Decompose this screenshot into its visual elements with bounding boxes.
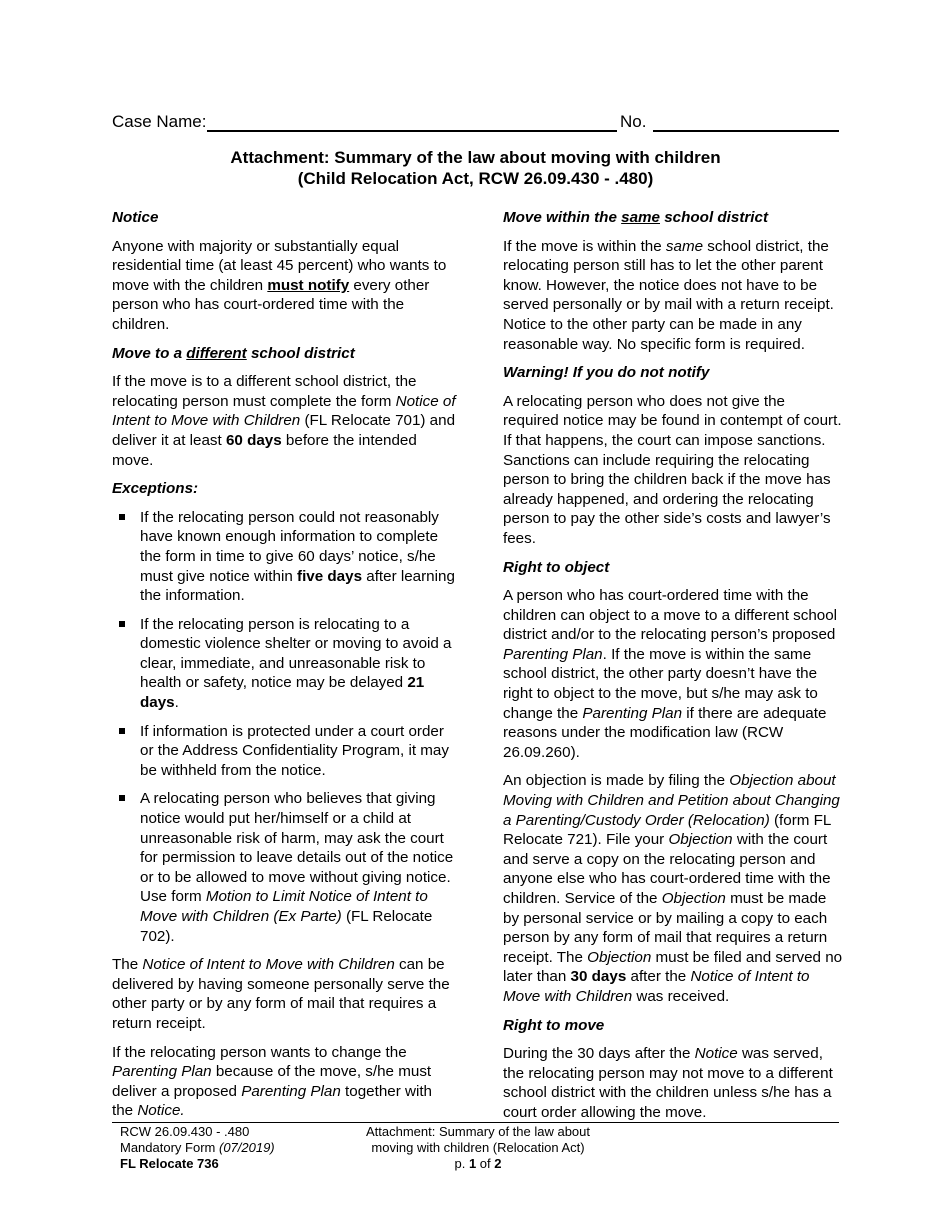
footer-form-id: FL Relocate 736 bbox=[120, 1156, 219, 1171]
bullet-square-icon bbox=[119, 728, 125, 734]
warning-heading: Warning! If you do not notify bbox=[503, 364, 710, 382]
right-column bbox=[503, 208, 843, 1132]
same-district-heading: Move within the same school district bbox=[503, 209, 769, 226]
different-district-paragraph: If the move is to a different school district, the relocating person must complete the form Notice of Intent to Move with Children (FL Relocate 701) and deliver it at least 60 days before the intended move. bbox=[112, 373, 456, 469]
page-title bbox=[112, 147, 839, 189]
case-name-label: Case Name: bbox=[112, 112, 207, 131]
page-number: p. 1 of 2 bbox=[454, 1156, 502, 1171]
delivery-paragraph: The Notice of Intent to Move with Children can be delivered by having someone personally serve the other party or by any form of mail that requires a return receipt. bbox=[112, 956, 450, 1032]
different-district-heading: Move to a different school district bbox=[112, 344, 355, 362]
case-number-label: No. bbox=[620, 112, 647, 131]
list-item: If the relocating person could not reasonably have known enough information to complete the form in time to give 60 days’ notice, s/he must give notice within five days after learning the information. bbox=[112, 508, 457, 606]
same-district-paragraph: If the move is within the same school district, the relocating person still has to let the other parent know. However, the notice does not have to be served personally or by mail with a return receipt. Notice to the other party can be made in any reasonable way. No specific form is required. bbox=[503, 237, 834, 353]
list-item: A relocating person who believes that giving notice would put her/himself or a child at unreasonable risk of harm, may ask the court for permission to leave details out of the notice or to be allowed to move without giving notice. Use form Motion to Limit Notice of Intent to Move with Children (Ex Parte) (FL Relocate 702). bbox=[112, 789, 457, 946]
footer-divider bbox=[112, 1122, 839, 1123]
list-item: If the relocating person is relocating to a domestic violence shelter or moving to avoid a clear, immediate, and unreasonable risk to health or safety, notice may be delayed 21 days. bbox=[112, 615, 457, 713]
bullet-square-icon bbox=[119, 514, 125, 520]
footer-form-status: Mandatory Form (07/2019) bbox=[120, 1140, 275, 1155]
right-to-object-heading: Right to object bbox=[503, 558, 610, 576]
title-line-2: (Child Relocation Act, RCW 26.09.430 - .480) bbox=[297, 169, 654, 188]
footer-title bbox=[320, 1124, 636, 1172]
object-paragraph-1: A person who has court-ordered time with the children can object to a move to a different school district and/or to the relocating person’s proposed Parenting Plan. If the move is within the same school district, the other party doesn’t have the right to object to the move, but s/he may ask to change the Parenting Plan if there are adequate reasons under the modification law (RCW 26.09.260). bbox=[503, 587, 838, 761]
left-column bbox=[112, 208, 457, 1130]
case-name-field[interactable] bbox=[207, 130, 617, 132]
warning-paragraph: A relocating person who does not give the required notice may be found in contempt of court. If that happens, the court can impose sanctions. Sanctions can include requiring the relocating person to bring the children back if the move has already happened, and ordering the relocating person to pay the other side’s costs and lawyer’s fees. bbox=[503, 392, 842, 547]
object-paragraph-2: An objection is made by filing the Objection about Moving with Children and Petition about Changing a Parenting/Custody Order (Relocation) (form FL Relocate 721). File your Objection with the court and serve a copy on the relocating person and anyone else who has court-ordered time with the children. Service of the Objection must be made by personal service or by mailing a copy to each person by any form of mail that requires a return receipt. The Objection must be filed and served no later than 30 days after the Notice of Intent to Move with Children was received. bbox=[503, 772, 843, 1005]
bullet-square-icon bbox=[119, 621, 125, 627]
case-header bbox=[112, 110, 839, 136]
move-paragraph: During the 30 days after the Notice was served, the relocating person may not move to a different school district with the children unless s/he has a court order allowing the move. bbox=[503, 1045, 833, 1121]
exceptions-list bbox=[112, 508, 457, 946]
notice-heading: Notice bbox=[112, 209, 159, 226]
footer-statute: RCW 26.09.430 - .480 bbox=[120, 1124, 250, 1139]
right-to-move-heading: Right to move bbox=[503, 1016, 605, 1034]
notice-paragraph: Anyone with majority or substantially equal residential time (at least 45 percent) who wants to move with the children must notify every other person who has court-ordered time with the children. bbox=[112, 237, 447, 333]
footer-title-line-1: Attachment: Summary of the law about bbox=[366, 1124, 590, 1139]
exceptions-heading: Exceptions: bbox=[112, 480, 199, 498]
parenting-plan-paragraph: If the relocating person wants to change the Parenting Plan because of the move, s/he must deliver a proposed Parenting Plan together with the Notice. bbox=[112, 1043, 433, 1120]
footer-form-info bbox=[120, 1124, 275, 1172]
title-line-1: Attachment: Summary of the law about moving with children bbox=[230, 148, 721, 167]
footer-title-line-2: moving with children (Relocation Act) bbox=[371, 1140, 585, 1155]
list-item: If information is protected under a court order or the Address Confidentiality Program, it may be withheld from the notice. bbox=[112, 722, 457, 781]
case-number-field[interactable] bbox=[653, 130, 839, 132]
bullet-square-icon bbox=[119, 795, 125, 801]
